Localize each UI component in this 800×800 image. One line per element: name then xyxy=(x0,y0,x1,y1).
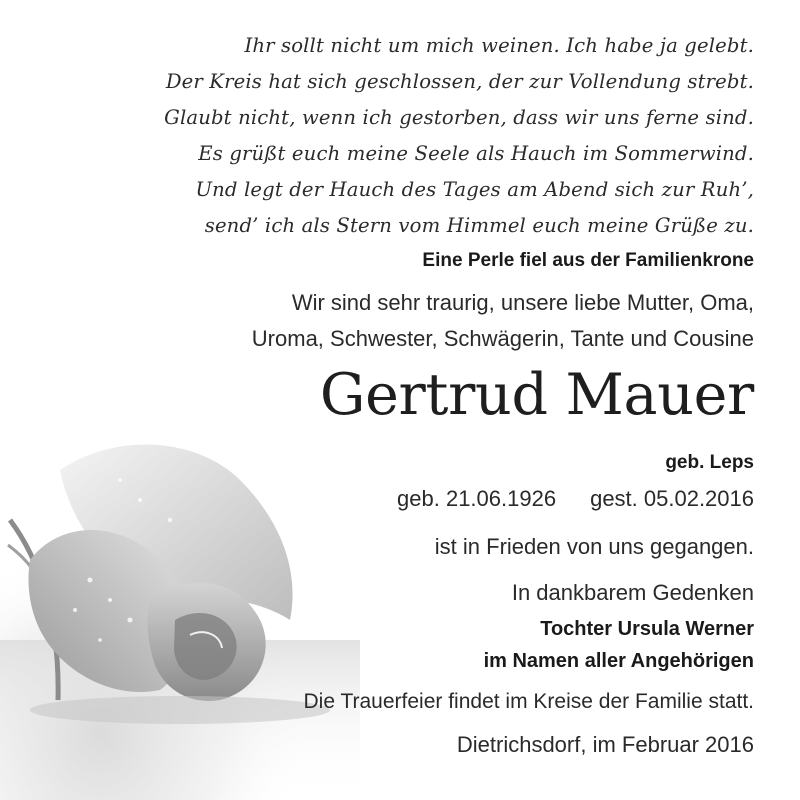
intro-line: Wir sind sehr traurig, unsere liebe Mutter, Oma, xyxy=(291,290,754,315)
intro-line: Uroma, Schwester, Schwägerin, Tante und Cousine xyxy=(251,326,754,351)
funeral-note: Die Trauerfeier findet im Kreise der Familie statt. xyxy=(303,690,754,713)
life-dates xyxy=(397,486,754,512)
mourner-line: Tochter Ursula Werner xyxy=(540,618,754,640)
death-date: gest. 05.02.2016 xyxy=(590,486,754,511)
mourner-line: im Namen aller Angehörigen xyxy=(483,650,754,672)
birth-date: geb. 21.06.1926 xyxy=(397,486,557,511)
poem-line: Ihr sollt nicht um mich weinen. Ich habe ja gelebt. xyxy=(244,34,754,57)
remembrance: In dankbarem Gedenken xyxy=(511,580,754,605)
poem-line: send’ ich als Stern vom Himmel euch meine Grüße zu. xyxy=(204,214,754,237)
poem-line: Es grüßt euch meine Seele als Hauch im Sommerwind. xyxy=(198,142,754,165)
deceased-name: Gertrud Mauer xyxy=(319,362,754,428)
place-date: Dietrichsdorf, im Februar 2016 xyxy=(456,732,754,757)
poem-line: Der Kreis hat sich geschlossen, der zur Vollendung strebt. xyxy=(165,70,754,93)
passed-text: ist in Frieden von uns gegangen. xyxy=(434,534,754,559)
poem-line: Glaubt nicht, wenn ich gestorben, dass wir uns ferne sind. xyxy=(164,106,754,129)
heading: Eine Perle fiel aus der Familienkrone xyxy=(422,250,754,271)
maiden-name: geb. Leps xyxy=(665,452,754,473)
poem-line: Und legt der Hauch des Tages am Abend sich zur Ruh’, xyxy=(195,178,754,201)
